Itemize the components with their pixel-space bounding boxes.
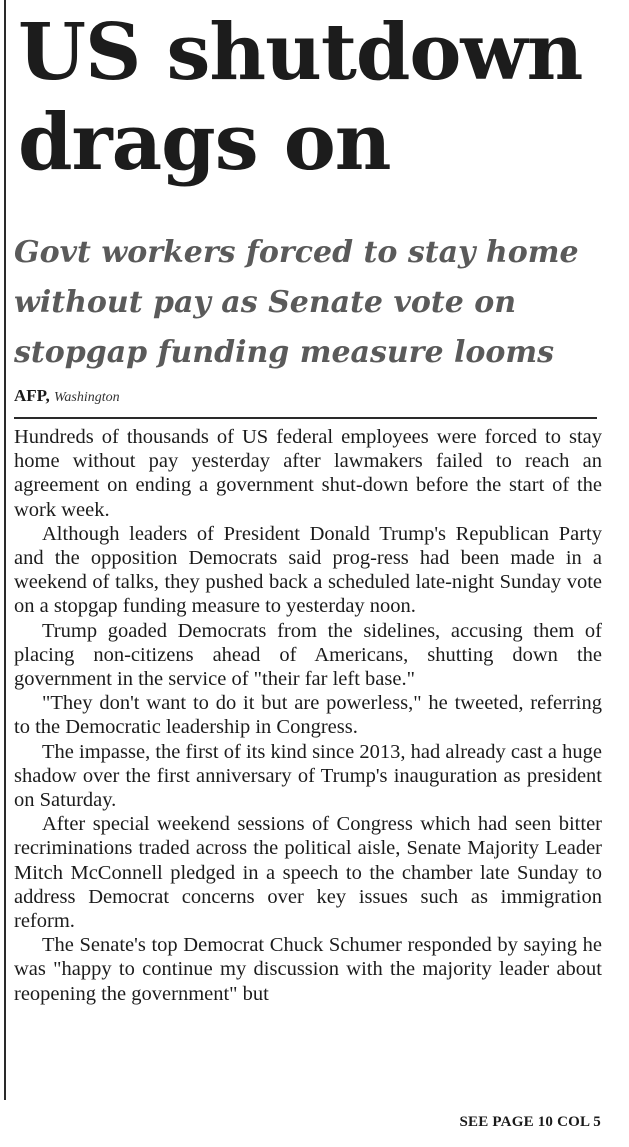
headline-line-1: US shutdown — [18, 7, 583, 98]
continuation-jump-line: SEE PAGE 10 COL 5 — [459, 1114, 601, 1130]
paragraph-5: The impasse, the first of its kind since 2013, had already cast a huge shadow over the first anniversary of Trump's inauguration as president on Saturday. — [14, 740, 602, 812]
headline-line-2: drags on — [18, 97, 391, 188]
article-body — [14, 425, 602, 1006]
byline-agency: AFP, — [14, 386, 50, 405]
paragraph-2: Although leaders of President Donald Trump's Republican Party and the opposition Democrats said prog-ress had been made in a weekend of talks, they pushed back a scheduled late-night Sunday vote on a stopgap funding measure to yesterday noon. — [14, 522, 602, 618]
paragraph-7: The Senate's top Democrat Chuck Schumer responded by saying he was "happy to continue my discussion with the majority leader about reopening the government" but — [14, 934, 602, 1005]
paragraph-4: "They don't want to do it but are powerless," he tweeted, referring to the Democratic leadership in Congress. — [14, 692, 602, 739]
byline — [14, 384, 614, 408]
headline — [18, 8, 622, 188]
column-rule — [4, 0, 6, 1100]
byline-dateline: Washington — [54, 390, 120, 405]
paragraph-6: After special weekend sessions of Congress which had seen bitter recriminations traded across the political aisle, Senate Majority Leader Mitch McConnell pledged in a speech to the chamber late Sunday to address Democrat concerns over key issues such as immigration reform. — [14, 813, 602, 933]
paragraph-1: Hundreds of thousands of US federal employees were forced to stay home without pay yesterday after lawmakers failed to reach an agreement on ending a government shut-down before the start of the work week. — [14, 426, 602, 521]
byline-divider — [14, 417, 597, 419]
paragraph-3: Trump goaded Democrats from the sidelines, accusing them of placing non-citizens ahead of Americans, shutting down the government in the service of "their far left base." — [14, 619, 602, 691]
subheadline-deck: Govt workers forced to stay home without pay as Senate vote on stopgap funding measure looms — [14, 235, 579, 370]
